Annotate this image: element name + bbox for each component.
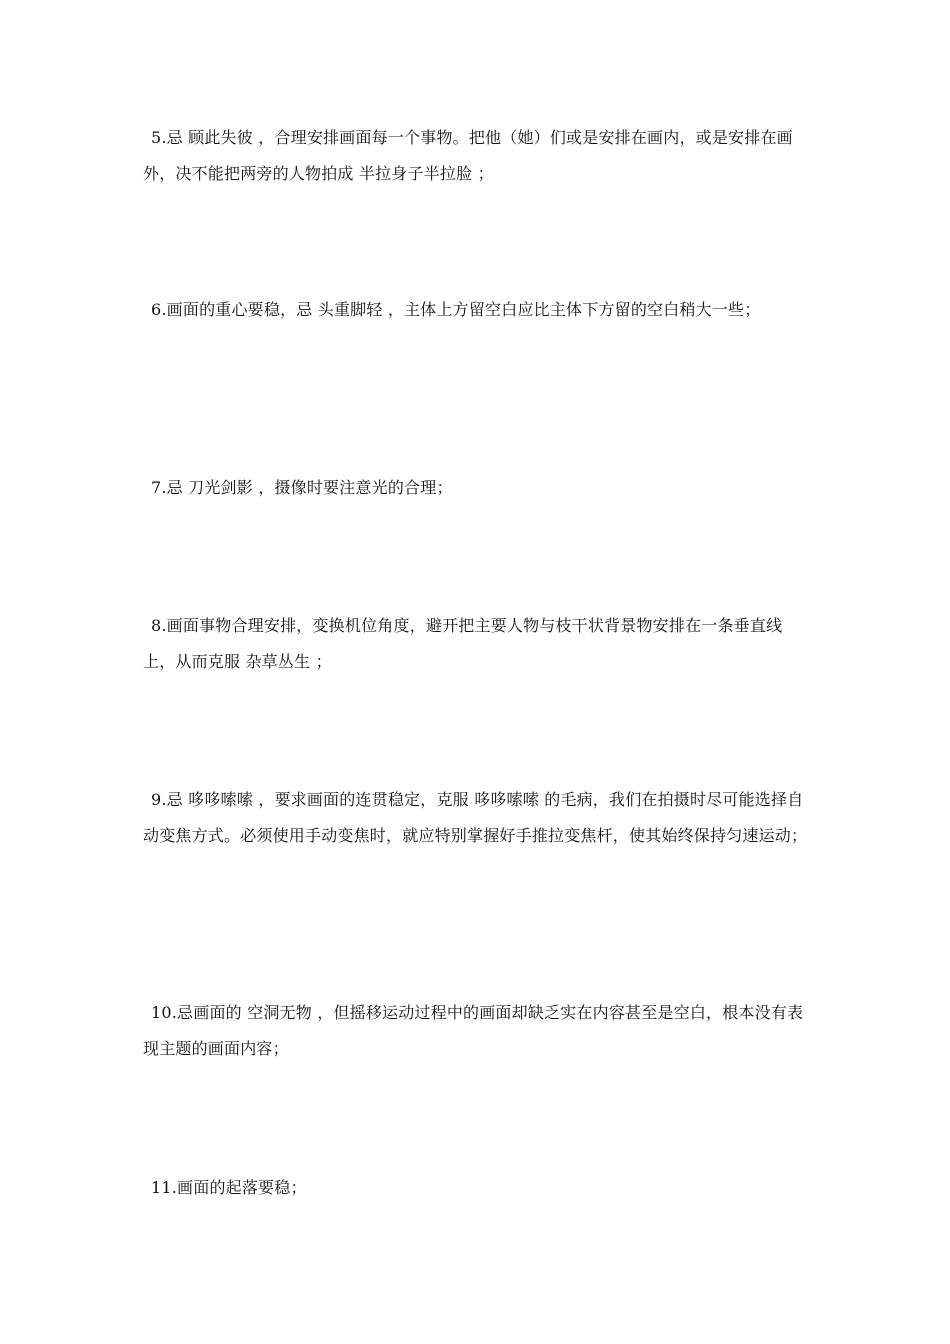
- paragraph-item-10: 10.忌画面的 空洞无物 ，但摇移运动过程中的画面却缺乏实在内容甚至是空白，根本没有表现主题的画面内容；: [143, 1003, 804, 1058]
- paragraph-item-7: 7.忌 刀光剑影 ，摄像时要注意光的合理；: [151, 478, 453, 497]
- paragraph-item-8: 8.画面事物合理安排，变换机位角度，避开把主要人物与枝干状背景物安排在一条垂直线上，从而克服 杂草丛生 ；: [143, 616, 783, 671]
- paragraph-item-5: 5.忌 顾此失彼 ，合理安排画面每一个事物。把他（她）们或是安排在画内，或是安排在画外，决不能把两旁的人物拍成 半拉身子半拉脸 ；: [143, 128, 793, 183]
- paragraph-item-6: 6.画面的重心要稳，忌 头重脚轻 ，主体上方留空白应比主体下方留的空白稍大一些；: [151, 300, 761, 319]
- paragraph-item-11: 11.画面的起落要稳；: [151, 1178, 307, 1197]
- paragraph-item-9: 9.忌 哆哆嗦嗦 ，要求画面的连贯稳定，克服 哆哆嗦嗦 的毛病，我们在拍摄时尽可能选择自动变焦方式。必须使用手动变焦时，就应特别掌握好手推拉变焦杆，使其始终保持匀速运动；: [143, 790, 808, 845]
